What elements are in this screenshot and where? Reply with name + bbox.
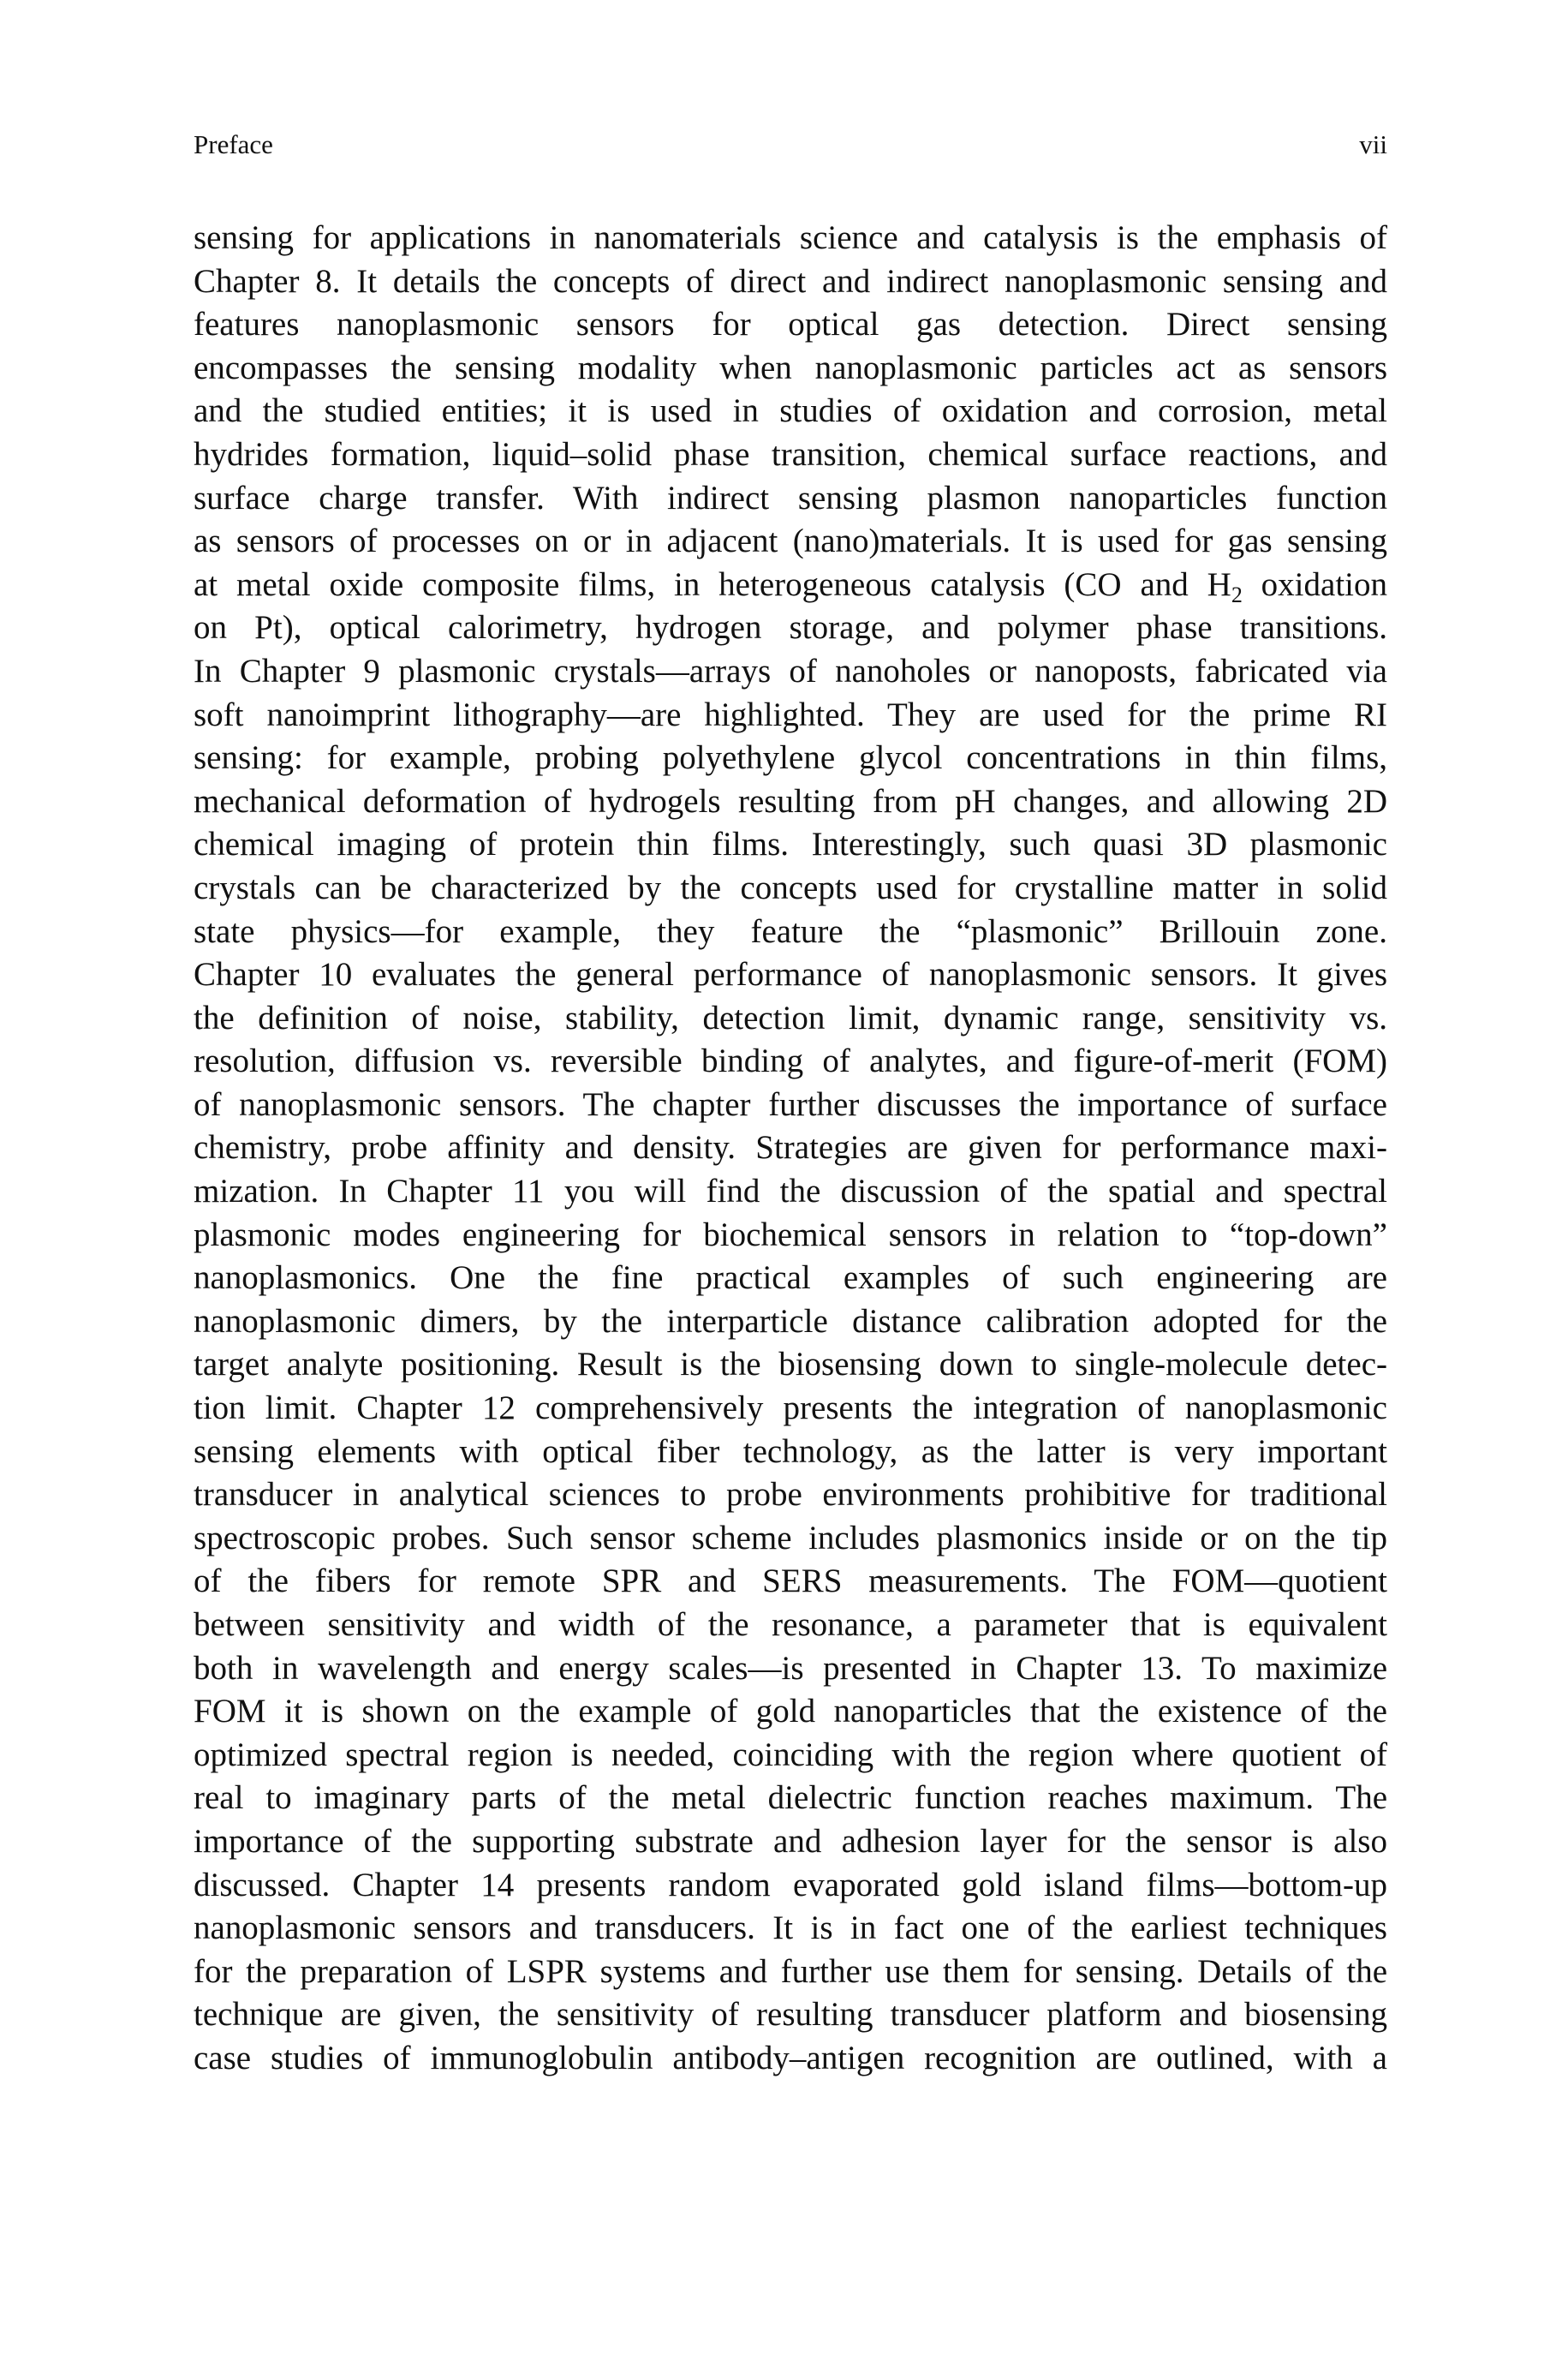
text-line: encompasses the sensing modality when nanoplasmonic particles act as sensors xyxy=(194,349,1387,386)
text-line: sensing: for example, probing polyethylene glycol concentrations in thin films, xyxy=(194,739,1387,777)
text-line: sensing elements with optical fiber technology, as the latter is very important xyxy=(194,1432,1387,1470)
text-line: resolution, diffusion vs. reversible binding of analytes, and figure-of-merit (FOM) xyxy=(194,1043,1387,1080)
text-line: surface charge transfer. With indirect sensing plasmon nanoparticles function xyxy=(194,479,1387,517)
text-line: case studies of immunoglobulin antibody–antigen recognition are outlined, with a xyxy=(194,2039,1387,2076)
text-line: between sensitivity and width of the resonance, a parameter that is equivalent xyxy=(194,1606,1387,1643)
text-line: optimized spectral region is needed, coinciding with the region where quotient of xyxy=(194,1736,1387,1773)
text-line: mization. In Chapter 11 you will find the discussion of the spatial and spectral xyxy=(194,1173,1387,1210)
text-line: features nanoplasmonic sensors for optical gas detection. Direct sensing xyxy=(194,306,1387,344)
text-line: In Chapter 9 plasmonic crystals—arrays of nanoholes or nanoposts, fabricated via xyxy=(194,652,1387,690)
text-line: crystals can be characterized by the concepts used for crystalline matter in solid xyxy=(194,869,1387,906)
text-line: both in wavelength and energy scales—is presented in Chapter 13. To maximize xyxy=(194,1649,1387,1687)
text-line: sensing for applications in nanomaterials science and catalysis is the emphasis of xyxy=(194,219,1387,256)
text-line: and the studied entities; it is used in studies of oxidation and corrosion, metal xyxy=(194,392,1387,430)
text-line: importance of the supporting substrate and adhesion layer for the sensor is also xyxy=(194,1822,1387,1860)
text-line: Chapter 8. It details the concepts of direct and indirect nanoplasmonic sensing and xyxy=(194,262,1387,300)
text-line: the definition of noise, stability, detection limit, dynamic range, sensitivity vs. xyxy=(194,999,1387,1037)
text-segment: oxidation xyxy=(1242,565,1387,603)
text-line: for the preparation of LSPR systems and further use them for sensing. Details of the xyxy=(194,1952,1387,1990)
running-head-title: Preface xyxy=(194,129,273,159)
text-line: nanoplasmonic sensors and transducers. It is in fact one of the earliest techniques xyxy=(194,1909,1387,1947)
text-line: tion limit. Chapter 12 comprehensively presents the integration of nanoplasmonic xyxy=(194,1389,1387,1427)
text-line: chemical imaging of protein thin films. Interestingly, such quasi 3D plasmonic xyxy=(194,826,1387,863)
text-line: as sensors of processes on or in adjacent (nano)materials. It is used for gas sensing xyxy=(194,523,1387,560)
text-line xyxy=(194,564,1387,607)
text-line: discussed. Chapter 14 presents random evaporated gold island films—bottom-up xyxy=(194,1866,1387,1903)
text-line: mechanical deformation of hydrogels resulting from pH changes, and allowing 2D xyxy=(194,782,1387,820)
text-line: nanoplasmonics. One the fine practical examples of such engineering are xyxy=(194,1259,1387,1297)
page-number: vii xyxy=(1359,129,1387,159)
text-line: spectroscopic probes. Such sensor scheme includes plasmonics inside or on the tip xyxy=(194,1519,1387,1556)
text-line: nanoplasmonic dimers, by the interparticle distance calibration adopted for the xyxy=(194,1302,1387,1340)
subscript: 2 xyxy=(1231,582,1243,607)
body-paragraph xyxy=(194,217,1387,2081)
text-line: on Pt), optical calorimetry, hydrogen storage, and polymer phase transitions. xyxy=(194,609,1387,647)
text-line: of nanoplasmonic sensors. The chapter further discusses the importance of surface xyxy=(194,1085,1387,1123)
text-line: Chapter 10 evaluates the general performance of nanoplasmonic sensors. It gives xyxy=(194,956,1387,994)
text-segment: at metal oxide composite films, in heterogeneous catalysis (CO and H xyxy=(194,565,1231,603)
text-line: technique are given, the sensitivity of resulting transducer platform and biosensing xyxy=(194,1996,1387,2034)
text-line: transducer in analytical sciences to probe environments prohibitive for traditional xyxy=(194,1476,1387,1514)
text-line: soft nanoimprint lithography—are highlighted. They are used for the prime RI xyxy=(194,696,1387,733)
running-header xyxy=(194,125,1387,164)
text-line: real to imaginary parts of the metal dielectric function reaches maximum. The xyxy=(194,1779,1387,1817)
text-line: hydrides formation, liquid–solid phase transition, chemical surface reactions, and xyxy=(194,435,1387,473)
text-line: FOM it is shown on the example of gold nanoparticles that the existence of the xyxy=(194,1693,1387,1730)
text-line: state physics—for example, they feature the “plasmonic” Brillouin zone. xyxy=(194,912,1387,950)
text-line: chemistry, probe affinity and density. Strategies are given for performance maxi- xyxy=(194,1129,1387,1167)
text-line: of the fibers for remote SPR and SERS measurements. The FOM—quotient xyxy=(194,1562,1387,1600)
text-line: plasmonic modes engineering for biochemical sensors in relation to “top-down” xyxy=(194,1216,1387,1253)
text-line: target analyte positioning. Result is the biosensing down to single-molecule detec- xyxy=(194,1346,1387,1383)
